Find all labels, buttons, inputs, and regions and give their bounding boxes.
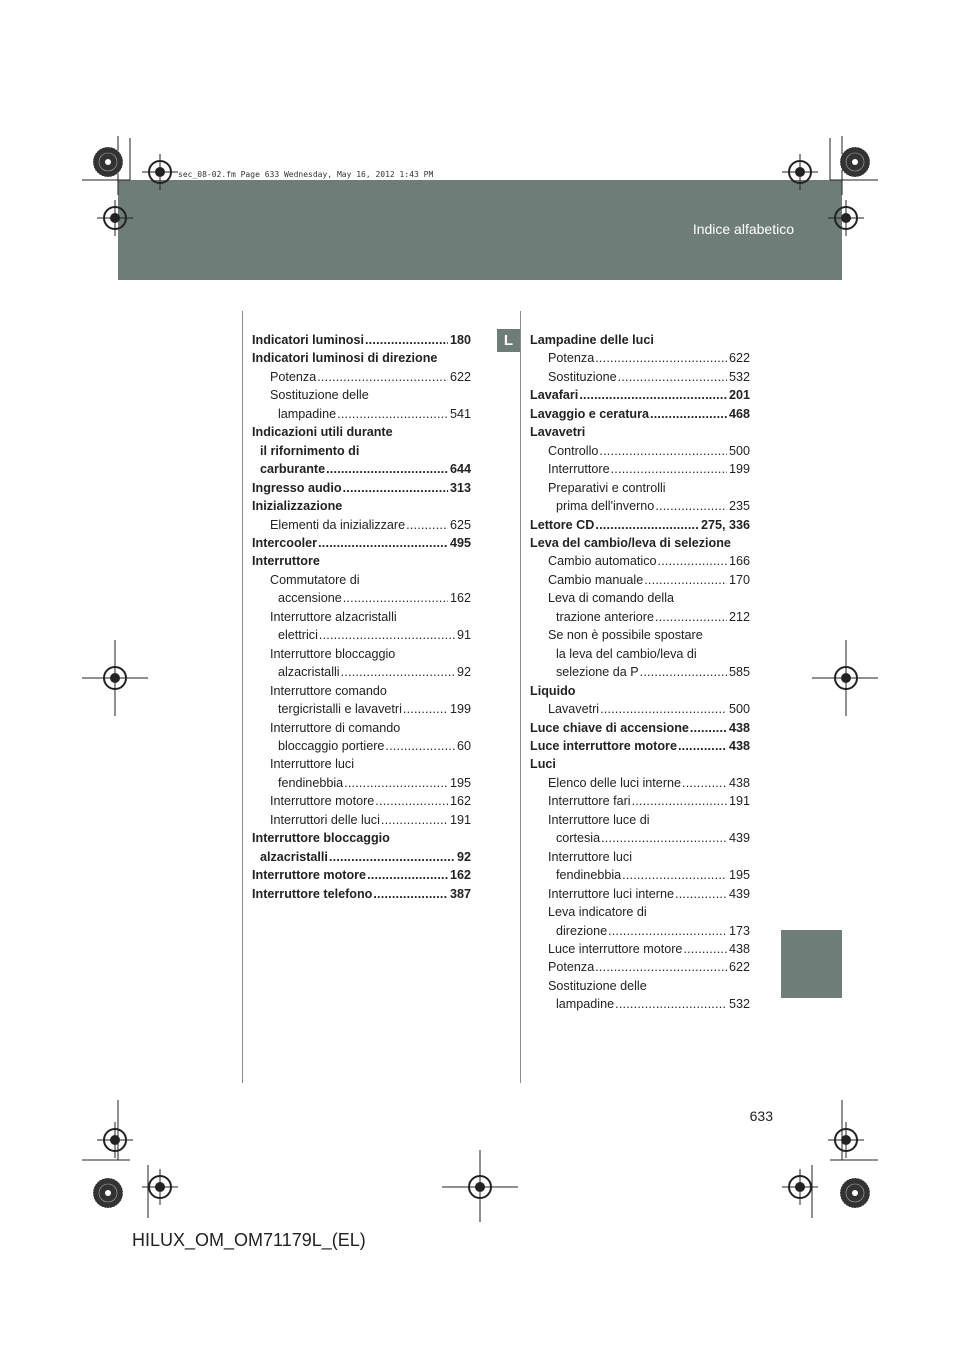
index-entry: Sostituzione delle bbox=[270, 388, 369, 403]
index-entry: Leva di comando della bbox=[548, 591, 675, 606]
entry-page: 500 bbox=[728, 443, 750, 458]
index-entry: la leva del cambio/leva di bbox=[556, 646, 697, 661]
entry-label: Luce chiave di accensione bbox=[530, 720, 689, 735]
entry-page: 199 bbox=[728, 462, 750, 477]
entry-label: bloccaggio portiere bbox=[278, 738, 385, 753]
entry-label: Luce interruttore motore bbox=[548, 941, 683, 956]
index-entry: Interruttore luci bbox=[270, 757, 354, 772]
entry-label: Interruttore telefono bbox=[252, 886, 373, 901]
entry-page: 438 bbox=[728, 775, 750, 790]
entry-page: 500 bbox=[728, 702, 750, 717]
index-entry: Interruttore bbox=[252, 554, 320, 569]
index-entry: Interruttore bloccaggio bbox=[270, 646, 396, 661]
entry-label: Cambio automatico bbox=[548, 554, 657, 569]
entry-page: 60 bbox=[456, 738, 471, 753]
entry-page: 438 bbox=[728, 738, 750, 753]
index-entry: Preparativi e controlli bbox=[548, 480, 666, 495]
entry-page: 195 bbox=[449, 775, 471, 790]
entry-page: 438 bbox=[728, 941, 750, 956]
entry-label: Elenco delle luci interne bbox=[548, 775, 682, 790]
entry-label: cortesia bbox=[556, 831, 601, 846]
entry-page: 622 bbox=[728, 351, 750, 366]
entry-page: 199 bbox=[449, 702, 471, 717]
index-entry: il rifornimento di bbox=[260, 443, 360, 458]
entry-label: Indicatori luminosi bbox=[252, 333, 364, 347]
entry-page: 313 bbox=[449, 480, 471, 495]
entry-label: Interruttore bbox=[548, 462, 610, 477]
entry-page: 162 bbox=[449, 591, 471, 606]
entry-page: 532 bbox=[728, 369, 750, 384]
entry-label: carburante bbox=[260, 462, 326, 477]
entry-label: accensione bbox=[278, 591, 342, 606]
entry-label: Interruttore motore bbox=[270, 794, 375, 809]
entry-label: Lavafari bbox=[530, 388, 579, 403]
index-entry: Lampadine delle luci bbox=[530, 333, 654, 347]
index-entry: Interruttore luci bbox=[548, 849, 632, 864]
entry-label: alzacristalli bbox=[260, 849, 328, 864]
index-entry: Luci bbox=[530, 757, 556, 772]
letter-tab: L bbox=[497, 329, 520, 352]
entry-page: 180 bbox=[449, 333, 471, 347]
index-entry: Indicatori luminosi di direzione bbox=[252, 351, 438, 366]
entry-label: alzacristalli bbox=[278, 665, 340, 680]
entry-page: 162 bbox=[449, 794, 471, 809]
entry-page: 622 bbox=[728, 960, 750, 975]
entry-page: 91 bbox=[456, 628, 471, 643]
entry-page: 468 bbox=[728, 406, 750, 421]
entry-label: lampadine bbox=[556, 997, 615, 1012]
entry-page: 173 bbox=[728, 923, 750, 938]
index-entry: Se non è possibile spostare bbox=[548, 628, 703, 643]
entry-page: 191 bbox=[449, 812, 471, 827]
entry-label: Ingresso audio bbox=[252, 480, 342, 495]
entry-label: Luce interruttore motore bbox=[530, 738, 677, 753]
entry-page: 439 bbox=[728, 886, 750, 901]
entry-page: 387 bbox=[449, 886, 471, 901]
entry-label: trazione anteriore bbox=[556, 609, 655, 624]
entry-label: Potenza bbox=[548, 351, 595, 366]
index-entry: Inizializzazione bbox=[252, 499, 343, 514]
entry-page: 170 bbox=[728, 572, 750, 587]
index-entry: Leva indicatore di bbox=[548, 905, 647, 920]
index-entry: Interruttore luce di bbox=[548, 812, 650, 827]
entry-label: fendinebbia bbox=[556, 868, 622, 883]
entry-label: selezione da P bbox=[556, 665, 639, 680]
entry-page: 195 bbox=[728, 868, 750, 883]
entry-page: 162 bbox=[449, 868, 471, 883]
entry-page: 92 bbox=[456, 665, 471, 680]
page-number: 633 bbox=[749, 1108, 773, 1124]
index-entry: Lavavetri bbox=[530, 425, 586, 440]
entry-page: 275, 336 bbox=[700, 517, 750, 532]
entry-label: Interruttore luci interne bbox=[548, 886, 674, 901]
entry-page: 212 bbox=[728, 609, 750, 624]
header-title: Indice alfabetico bbox=[692, 221, 794, 237]
entry-label: Controllo bbox=[548, 443, 599, 458]
index-entry: Liquido bbox=[530, 683, 576, 698]
index-entry: Interruttore di comando bbox=[270, 720, 401, 735]
entry-label: prima dell'inverno bbox=[556, 499, 655, 514]
entry-page: 201 bbox=[728, 388, 750, 403]
index-entry: Interruttore bloccaggio bbox=[252, 831, 390, 846]
entry-label: Cambio manuale bbox=[548, 572, 644, 587]
entry-label: lampadine bbox=[278, 406, 337, 421]
entry-page: 235 bbox=[728, 499, 750, 514]
index-entry: Indicazioni utili durante bbox=[252, 425, 393, 440]
entry-label: Interruttore fari bbox=[548, 794, 631, 809]
index-entry: Interruttore comando bbox=[270, 683, 387, 698]
entry-label: direzione bbox=[556, 923, 608, 938]
index-entry: Sostituzione delle bbox=[548, 978, 647, 993]
index-entry: Interruttore alzacristalli bbox=[270, 609, 397, 624]
entry-label: elettrici bbox=[278, 628, 318, 643]
entry-label: Potenza bbox=[270, 369, 317, 384]
entry-page: 439 bbox=[728, 831, 750, 846]
entry-page: 166 bbox=[728, 554, 750, 569]
entry-label: Potenza bbox=[548, 960, 595, 975]
entry-label: Lettore CD bbox=[530, 517, 595, 532]
document-code: HILUX_OM_OM71179L_(EL) bbox=[132, 1230, 366, 1250]
entry-label: Interruttore motore bbox=[252, 868, 367, 883]
entry-label: Lavavetri bbox=[548, 702, 600, 717]
index-entry: Commutatore di bbox=[270, 572, 360, 587]
entry-page: 438 bbox=[728, 720, 750, 735]
entry-label: Sostituzione bbox=[548, 369, 617, 384]
entry-page: 532 bbox=[728, 997, 750, 1012]
entry-page: 541 bbox=[449, 406, 471, 421]
index-entry: Leva del cambio/leva di selezione bbox=[530, 535, 731, 550]
entry-label: tergicristalli e lavavetri bbox=[278, 702, 402, 717]
entry-label: Lavaggio e ceratura bbox=[530, 406, 649, 421]
entry-page: 622 bbox=[449, 369, 471, 384]
entry-page: 495 bbox=[449, 535, 471, 550]
entry-page: 644 bbox=[449, 462, 471, 477]
entry-label: Intercooler bbox=[252, 535, 318, 550]
entry-page: 585 bbox=[728, 665, 750, 680]
entry-label: fendinebbia bbox=[278, 775, 344, 790]
entry-page: 92 bbox=[456, 849, 471, 864]
print-file-line: sec_08-02.fm Page 633 Wednesday, May 16, 2012 1:43 PM bbox=[178, 170, 434, 179]
entry-page: 625 bbox=[449, 517, 471, 532]
entry-label: Elementi da inizializzare bbox=[270, 517, 406, 532]
entry-label: Interruttori delle luci bbox=[270, 812, 380, 827]
entry-page: 191 bbox=[728, 794, 750, 809]
